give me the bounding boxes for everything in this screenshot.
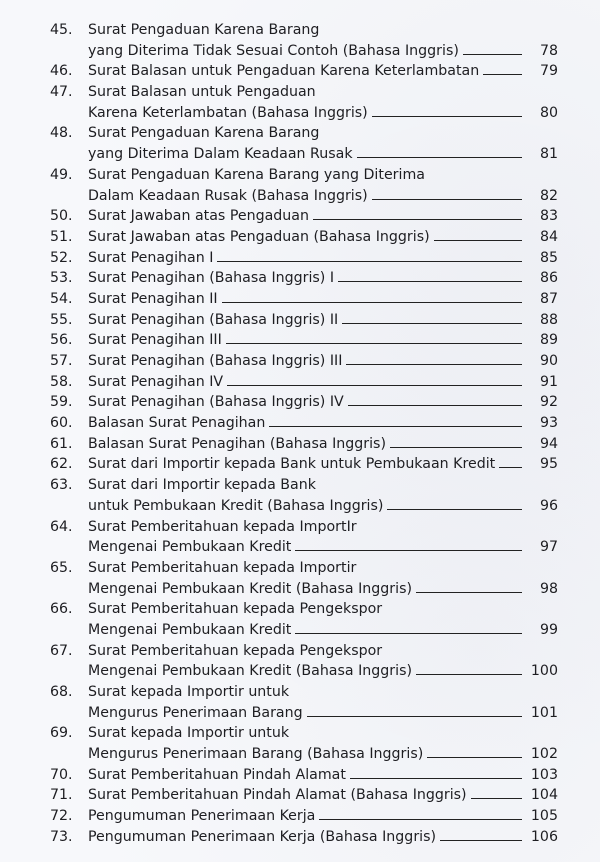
leader-line [416,579,522,593]
table-of-contents [0,20,600,848]
entry-number: 69. [50,725,73,742]
leader-line [313,206,522,220]
page-number: 106 [530,828,558,845]
entry-number: 57. [50,353,73,369]
toc-line [0,61,600,82]
entry-text [88,144,558,165]
entry-title: Surat Penagihan IV [88,373,224,390]
entry-text [88,723,558,744]
entry-number: 72. [50,808,73,825]
toc-line [0,227,600,248]
page-number: 93 [539,415,558,432]
entry-text [88,703,558,724]
toc-line [0,103,600,124]
entry-number: 55. [50,311,73,328]
leader-line [342,310,522,324]
entry-title: Surat dari Importir kepada Bank [88,477,316,494]
page-number: 78 [539,42,558,59]
page-number: 89 [539,332,558,349]
toc-line [0,558,600,579]
entry-title: Mengurus Penerimaan Barang [88,704,303,721]
entry-title: Surat Jawaban atas Pengaduan [88,208,309,225]
leader-line [348,392,522,406]
page-number: 81 [539,146,558,163]
leader-line [440,827,522,841]
entry-title: Surat Penagihan I [88,249,214,266]
entry-number: 50. [50,208,73,225]
entry-title: Surat Pengaduan Karena Barang [88,125,320,142]
entry-title: Surat Pemberitahuan Pindah Alamat (Bahasa Inggris) [88,787,467,804]
entry-text [88,744,558,765]
page-number: 91 [539,373,558,390]
leader-line [338,268,522,282]
toc-line [0,641,600,662]
toc-line [0,351,600,372]
entry-text [88,165,558,186]
entry-text [88,186,558,207]
leader-line [222,289,522,303]
entry-title: Surat Penagihan (Bahasa Inggris) III [88,353,343,369]
toc-line [0,475,600,496]
leader-line [226,330,522,344]
leader-line [295,620,522,634]
entry-title: Surat Penagihan (Bahasa Inggris) I [88,270,335,287]
entry-text [88,682,558,703]
toc-line [0,206,600,227]
toc-line [0,537,600,558]
entry-text [88,661,558,682]
entry-number: 45. [50,22,73,38]
page-number: 92 [539,394,558,411]
page-number: 96 [539,497,558,514]
entry-number: 53. [50,270,73,287]
toc-line [0,165,600,186]
toc-line [0,765,600,786]
entry-title: Surat dari Importir kepada Bank untuk Pembukaan Kredit [88,456,496,473]
toc-line [0,20,600,41]
entry-number: 62. [50,456,73,473]
leader-line [416,661,522,675]
entry-number: 71. [50,787,73,804]
entry-text [88,599,558,620]
entry-text [88,413,558,434]
entry-title: Surat Pengaduan Karena Barang [88,22,320,38]
entry-text [88,227,558,248]
entry-number: 70. [50,766,73,783]
toc-line [0,392,600,413]
toc-line [0,186,600,207]
toc-line [0,599,600,620]
leader-line [434,227,522,241]
entry-text [88,103,558,124]
entry-title: Mengenai Pembukaan Kredit [88,539,292,556]
leader-line [463,41,522,55]
entry-title: Surat Pemberitahuan kepada Pengekspor [88,601,383,618]
entry-title: Mengenai Pembukaan Kredit (Bahasa Inggris) [88,663,412,680]
toc-line [0,268,600,289]
page-number: 86 [539,270,558,287]
toc-line [0,330,600,351]
page-number: 83 [539,208,558,225]
entry-text [88,268,558,289]
entry-title: Surat Jawaban atas Pengaduan (Bahasa Inggris) [88,228,430,245]
leader-line [307,703,522,717]
entry-text [88,765,558,786]
entry-title: Surat Penagihan II [88,290,218,307]
entry-number: 61. [50,435,73,452]
entry-text [88,248,558,269]
entry-number: 64. [50,518,73,535]
toc-line [0,434,600,455]
entry-title: yang Diterima Dalam Keadaan Rusak [88,146,353,163]
leader-line [227,372,522,386]
entry-text [88,537,558,558]
entry-number: 49. [50,166,73,183]
entry-number: 52. [50,249,73,266]
toc-line [0,744,600,765]
toc-line [0,496,600,517]
toc-line [0,454,600,475]
entry-text [88,517,558,538]
toc-line [0,41,600,62]
entry-number: 65. [50,559,73,576]
entry-title: Mengenai Pembukaan Kredit (Bahasa Inggris) [88,580,412,597]
entry-title: Surat kepada Importir untuk [88,684,290,700]
entry-number: 56. [50,332,73,349]
entry-title: Mengurus Penerimaan Barang (Bahasa Inggris) [88,746,424,763]
toc-line [0,806,600,827]
toc-line [0,413,600,434]
entry-title: Surat Pemberitahuan kepada ImportIr [88,518,357,535]
toc-line [0,682,600,703]
leader-line [372,103,522,117]
entry-number: 48. [50,125,73,142]
entry-title: Surat Pemberitahuan kepada Pengekspor [88,642,383,659]
entry-text [88,20,558,41]
entry-text [88,41,558,62]
toc-line [0,144,600,165]
page-number: 104 [530,787,558,804]
entry-title: Surat kepada Importir untuk [88,725,290,742]
entry-text [88,123,558,144]
leader-line [319,806,522,820]
toc-line [0,123,600,144]
entry-number: 59. [50,394,73,411]
entry-text [88,806,558,827]
entry-title: Surat Balasan untuk Pengaduan Karena Keterlambatan [88,63,480,80]
entry-text [88,289,558,310]
page-number: 82 [539,187,558,204]
leader-line [471,785,522,799]
toc-line [0,517,600,538]
page-number: 98 [539,580,558,597]
entry-text [88,827,558,848]
page-number: 97 [539,539,558,556]
entry-number: 66. [50,601,73,618]
toc-line [0,372,600,393]
leader-line [269,413,522,427]
entry-text [88,434,558,455]
entry-text [88,496,558,517]
page-number: 88 [539,311,558,328]
leader-line [350,765,522,779]
page-number: 99 [539,621,558,638]
entry-number: 68. [50,684,73,700]
page-number: 90 [539,353,558,369]
toc-line [0,827,600,848]
page-number: 100 [530,663,558,680]
entry-title: Surat Pengaduan Karena Barang yang Diterima [88,166,425,183]
toc-line [0,661,600,682]
entry-title: yang Diterima Tidak Sesuai Contoh (Bahasa Inggris) [88,42,459,59]
entry-number: 54. [50,290,73,307]
page-number: 79 [539,63,558,80]
leader-line [390,434,522,448]
entry-title: Dalam Keadaan Rusak (Bahasa Inggris) [88,187,368,204]
entry-number: 60. [50,415,73,432]
leader-line [483,61,522,75]
leader-line [387,496,522,510]
page-number: 103 [530,766,558,783]
leader-line [346,351,522,365]
toc-line [0,289,600,310]
page-number: 94 [539,435,558,452]
leader-line [217,248,522,262]
entry-title: Surat Penagihan (Bahasa Inggris) II [88,311,339,328]
entry-title: Surat Penagihan (Bahasa Inggris) IV [88,394,344,411]
toc-line [0,785,600,806]
entry-title: Surat Penagihan III [88,332,222,349]
toc-line [0,723,600,744]
entry-number: 67. [50,642,73,659]
toc-line [0,310,600,331]
entry-title: Surat Pemberitahuan Pindah Alamat [88,766,346,783]
entry-text [88,558,558,579]
entry-title: Pengumuman Penerimaan Kerja [88,808,316,825]
page-number: 84 [539,228,558,245]
page-number: 95 [539,456,558,473]
entry-text [88,206,558,227]
entry-text [88,372,558,393]
entry-number: 47. [50,84,73,101]
leader-line [427,744,522,758]
page-number: 105 [530,808,558,825]
entry-title: Surat Pemberitahuan kepada Importir [88,559,357,576]
entry-text [88,61,558,82]
entry-number: 73. [50,828,73,845]
entry-number: 58. [50,373,73,390]
entry-number: 63. [50,477,73,494]
entry-text [88,620,558,641]
entry-text [88,454,558,475]
entry-number: 46. [50,63,73,80]
leader-line [372,186,522,200]
toc-line [0,579,600,600]
entry-text [88,785,558,806]
leader-line [357,144,522,158]
entry-title: Balasan Surat Penagihan [88,415,266,432]
page-number: 80 [539,104,558,121]
page-number: 87 [539,290,558,307]
entry-text [88,330,558,351]
entry-title: untuk Pembukaan Kredit (Bahasa Inggris) [88,497,384,514]
entry-title: Balasan Surat Penagihan (Bahasa Inggris) [88,435,386,452]
entry-title: Mengenai Pembukaan Kredit [88,621,292,638]
entry-text [88,641,558,662]
toc-line [0,620,600,641]
entry-text [88,310,558,331]
entry-text [88,579,558,600]
entry-text [88,392,558,413]
entry-title: Karena Keterlambatan (Bahasa Inggris) [88,104,368,121]
leader-line [295,537,522,551]
entry-text [88,351,558,372]
page-number: 102 [530,746,558,763]
toc-line [0,703,600,724]
entry-text [88,82,558,103]
entry-title: Surat Balasan untuk Pengaduan [88,84,316,101]
toc-line [0,82,600,103]
entry-text [88,475,558,496]
page-number: 101 [530,704,558,721]
entry-title: Pengumuman Penerimaan Kerja (Bahasa Inggris) [88,828,437,845]
leader-line [499,454,522,468]
toc-line [0,248,600,269]
page-number: 85 [539,249,558,266]
entry-number: 51. [50,228,73,245]
